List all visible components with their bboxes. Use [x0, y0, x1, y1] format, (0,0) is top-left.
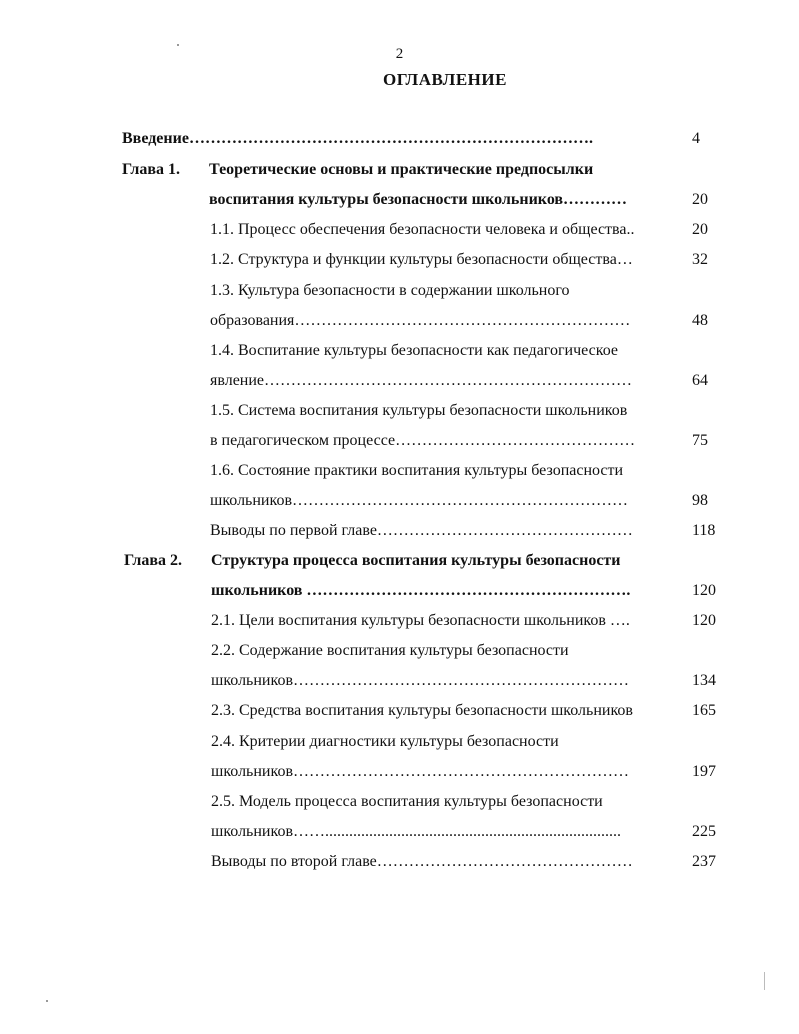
- toc-title: ОГЛАВЛЕНИЕ: [383, 70, 507, 89]
- toc-page-ch1-conclusions: 118: [692, 522, 716, 539]
- toc-entry-1-6-line2: школьников………………………………………………………: [210, 492, 628, 509]
- toc-entry-2-5-line1: 2.5. Модель процесса воспитания культуры безопасности: [211, 793, 603, 810]
- page-number: 2: [395, 46, 404, 62]
- scan-speck: [46, 1000, 48, 1002]
- toc-page-intro: 4: [692, 130, 700, 147]
- chapter-1-label: Глава 1.: [122, 161, 180, 178]
- toc-entry-2-4-line1: 2.4. Критерии диагностики культуры безопасности: [211, 733, 559, 750]
- chapter-2-title-line1: Структура процесса воспитания культуры безопасности: [211, 552, 621, 569]
- toc-entry-2-2-line2: школьников………………………………………………………: [211, 672, 629, 689]
- chapter-2-label: Глава 2.: [124, 552, 182, 569]
- toc-entry-2-5-line2: школьников……..........................................................................: [211, 823, 621, 840]
- toc-entry-1-3-line2: образования………………………………………………………: [210, 312, 631, 329]
- toc-entry-intro: Введение………………………………………………………………….: [122, 130, 593, 147]
- scan-edge-mark: [764, 972, 765, 990]
- scan-speck: [177, 44, 179, 46]
- toc-entry-1-6-line1: 1.6. Состояние практики воспитания культуры безопасности: [210, 462, 624, 479]
- toc-page-2-1: 120: [692, 612, 716, 629]
- toc-entry-2-2-line1: 2.2. Содержание воспитания культуры безопасности: [211, 642, 569, 659]
- toc-entry-2-3: 2.3. Средства воспитания культуры безопасности школьников: [211, 702, 633, 719]
- toc-page-ch2-conclusions: 237: [692, 853, 716, 870]
- toc-entry-2-4-line2: школьников………………………………………………………: [211, 763, 629, 780]
- toc-page-1-5: 75: [692, 432, 708, 449]
- toc-entry-2-1: 2.1. Цели воспитания культуры безопасности школьников ….: [211, 612, 630, 629]
- toc-entry-1-5-line2: в педагогическом процессе………………………………………: [210, 432, 636, 449]
- toc-page-2-4: 197: [692, 763, 716, 780]
- chapter-1-title-line2: воспитания культуры безопасности школьников…………: [209, 191, 628, 208]
- chapter-1-page: 20: [692, 191, 708, 208]
- toc-page-2-5: 225: [692, 823, 716, 840]
- chapter-2-page: 120: [692, 582, 716, 599]
- toc-entry-1-4-line2: явление……………………………………………………………: [210, 372, 633, 389]
- chapter-2-title-line2: школьников …………………………………………………….: [211, 582, 631, 599]
- toc-page-1-1: 20: [692, 221, 708, 238]
- toc-page-1-3: 48: [692, 312, 708, 329]
- toc-entry-1-5-line1: 1.5. Система воспитания культуры безопасности школьников: [210, 402, 628, 419]
- toc-page-1-6: 98: [692, 492, 708, 509]
- toc-page-2-2: 134: [692, 672, 716, 689]
- toc-entry-1-4-line1: 1.4. Воспитание культуры безопасности как педагогическое: [210, 342, 618, 359]
- toc-entry-1-2: 1.2. Структура и функции культуры безопасности общества…: [210, 251, 633, 268]
- toc-entry-ch2-conclusions: Выводы по второй главе…………………………………………: [211, 853, 633, 870]
- toc-entry-ch1-conclusions: Выводы по первой главе…………………………………………: [210, 522, 633, 539]
- toc-entry-1-1: 1.1. Процесс обеспечения безопасности человека и общества..: [210, 221, 635, 238]
- toc-entry-1-3-line1: 1.3. Культура безопасности в содержании школьного: [210, 282, 570, 299]
- chapter-1-title-line1: Теоретические основы и практические предпосылки: [209, 161, 594, 178]
- toc-page-1-2: 32: [692, 251, 708, 268]
- toc-page-1-4: 64: [692, 372, 708, 389]
- toc-page-2-3: 165: [692, 702, 716, 719]
